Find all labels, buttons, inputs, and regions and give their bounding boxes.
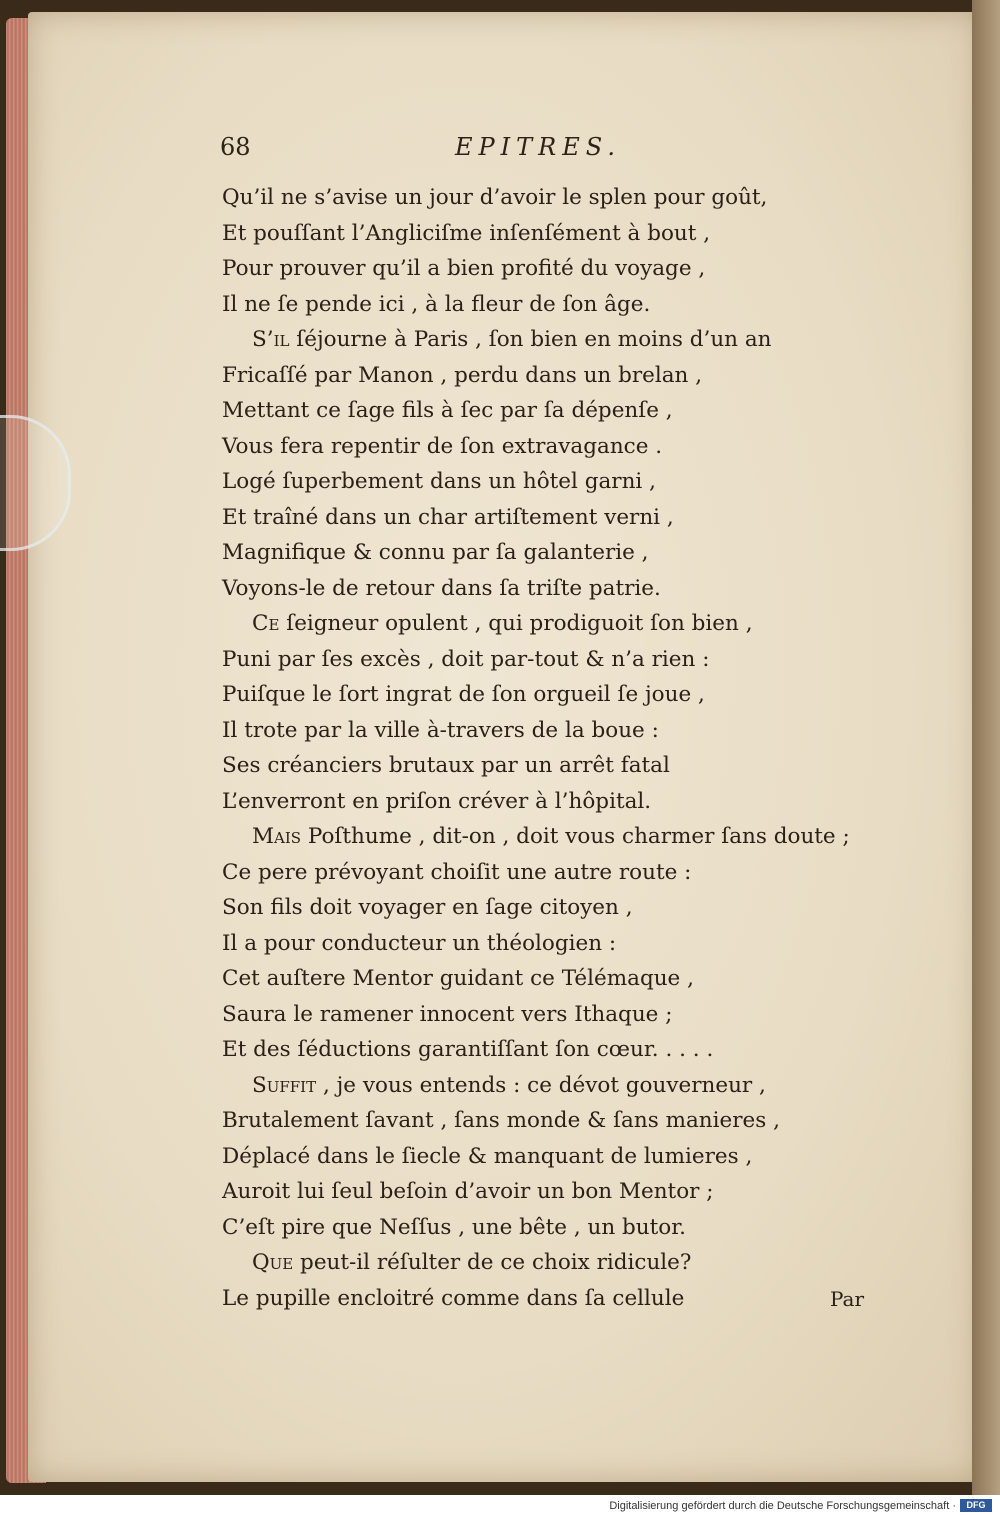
verse-line xyxy=(222,784,902,820)
verse-line xyxy=(222,1174,902,1210)
verse-line-text: Le pupille encloitré comme dans ſa cellule xyxy=(222,1285,685,1311)
facing-page-edge xyxy=(972,0,1000,1495)
verse-line-text: Saura le ramener innocent vers Ithaque ; xyxy=(222,1001,673,1027)
verse-line xyxy=(222,393,902,429)
verse-line xyxy=(222,180,902,216)
verse-line-text: Puiſque le ſort ingrat de ſon orgueil ſe joue , xyxy=(222,682,705,707)
small-caps-lead: Suffit xyxy=(252,1072,317,1098)
verse-line xyxy=(222,322,902,358)
verse-line-text: Fricaſſé par Manon , perdu dans un brelan , xyxy=(222,362,703,388)
verse-line-text: Logé ſuperbement dans un hôtel garni , xyxy=(222,469,656,494)
verse-line xyxy=(222,855,902,891)
digitization-credit: Digitalisierung gefördert durch die Deutsche Forschungsgemeinschaft · xyxy=(609,1500,956,1512)
verse-line xyxy=(222,926,902,962)
verse-line xyxy=(222,819,902,855)
verse-line xyxy=(222,713,902,749)
verse-line xyxy=(222,1245,902,1281)
verse-line xyxy=(222,748,902,784)
verse-line xyxy=(222,1139,902,1175)
dfg-logo: DFG xyxy=(960,1499,992,1512)
verse-line-text: Il ne ſe pende ici , à la fleur de ſon âge. xyxy=(222,291,651,317)
verse-line-text: Auroit lui ſeul beſoin d’avoir un bon Mentor ; xyxy=(222,1179,714,1204)
verse-line xyxy=(222,890,902,926)
verse-line xyxy=(222,1210,902,1246)
page-number: 68 xyxy=(220,133,251,161)
verse-line xyxy=(222,535,902,571)
verse-line xyxy=(222,429,902,465)
verse-line-text: Et des ſéductions garantiſſant ſon cœur. . . . . xyxy=(222,1037,714,1062)
small-caps-lead: Ce xyxy=(252,611,280,636)
verse-line xyxy=(222,606,902,642)
verse-line-text: Poſthume , dit-on , doit vous charmer ſans doute ; xyxy=(301,824,850,849)
verse-line-text: Magnifique & connu par ſa galanterie , xyxy=(222,540,649,565)
verse-line-text: Son fils doit voyager en ſage citoyen , xyxy=(222,895,633,920)
verse-line-text: Pour prouver qu’il a bien profité du voyage , xyxy=(222,256,706,281)
catchword: Par xyxy=(830,1287,865,1311)
verse-line-text: Il a pour conducteur un théologien : xyxy=(222,930,617,956)
verse-line-text: L’enverront en priſon créver à l’hôpital. xyxy=(222,788,652,814)
verse-line xyxy=(222,997,902,1033)
verse-text xyxy=(222,180,902,1316)
verse-line-text: Et traîné dans un char artiſtement verni , xyxy=(222,504,674,530)
verse-line xyxy=(222,961,902,997)
verse-line-text: Puni par ſes excès , doit par-tout & n’a rien : xyxy=(222,646,710,672)
verse-line xyxy=(222,251,902,287)
verse-line-text: Qu’il ne s’avise un jour d’avoir le splen pour goût, xyxy=(222,185,768,210)
verse-line xyxy=(222,1068,902,1104)
verse-line xyxy=(222,358,902,394)
small-caps-lead: Mais xyxy=(252,824,302,849)
verse-line xyxy=(222,677,902,713)
verse-line-text: ſeigneur opulent , qui prodiguoit ſon bien , xyxy=(279,611,753,636)
verse-line-text: Vous fera repentir de ſon extravagance . xyxy=(222,433,663,459)
page-header xyxy=(220,133,920,173)
verse-line xyxy=(222,216,902,252)
verse-line xyxy=(222,464,902,500)
verse-line xyxy=(222,500,902,536)
verse-line-text: Ce pere prévoyant choiſit une autre route : xyxy=(222,859,692,885)
verse-line-text: Il trote par la ville à-travers de la boue : xyxy=(222,717,659,743)
verse-line-text: ſéjourne à Paris , ſon bien en moins d’un an xyxy=(289,327,772,352)
verse-line-text: Et pouſſant l’Angliciſme inſenſément à bout , xyxy=(222,220,711,246)
verse-line-text: Ses créanciers brutaux par un arrêt fatal xyxy=(222,753,670,778)
verse-line xyxy=(222,1032,902,1068)
verse-line-text: Voyons-le de retour dans ſa triſte patrie. xyxy=(222,575,661,601)
verse-line-text: Cet auſtere Mentor guidant ce Télémaque , xyxy=(222,966,694,991)
running-title: EPITRES. xyxy=(455,133,621,161)
verse-line xyxy=(222,1281,902,1317)
verse-line xyxy=(222,642,902,678)
verse-line-text: C’eſt pire que Neſſus , une bête , un butor. xyxy=(222,1214,686,1240)
verse-line-text: peut-il réſulter de ce choix ridicule? xyxy=(293,1250,692,1275)
verse-line xyxy=(222,1103,902,1139)
small-caps-lead: S’il xyxy=(252,327,290,352)
verse-line xyxy=(222,287,902,323)
verse-line-text: , je vous entends : ce dévot gouverneur , xyxy=(316,1072,766,1098)
small-caps-lead: Que xyxy=(252,1250,294,1275)
verse-line xyxy=(222,571,902,607)
verse-line-text: Déplacé dans le ſiecle & manquant de lumieres , xyxy=(222,1143,753,1169)
verse-line-text: Mettant ce ſage fils à ſec par ſa dépenſe , xyxy=(222,398,673,423)
verse-line-text: Brutalement ſavant , ſans monde & ſans manieres , xyxy=(222,1108,780,1133)
